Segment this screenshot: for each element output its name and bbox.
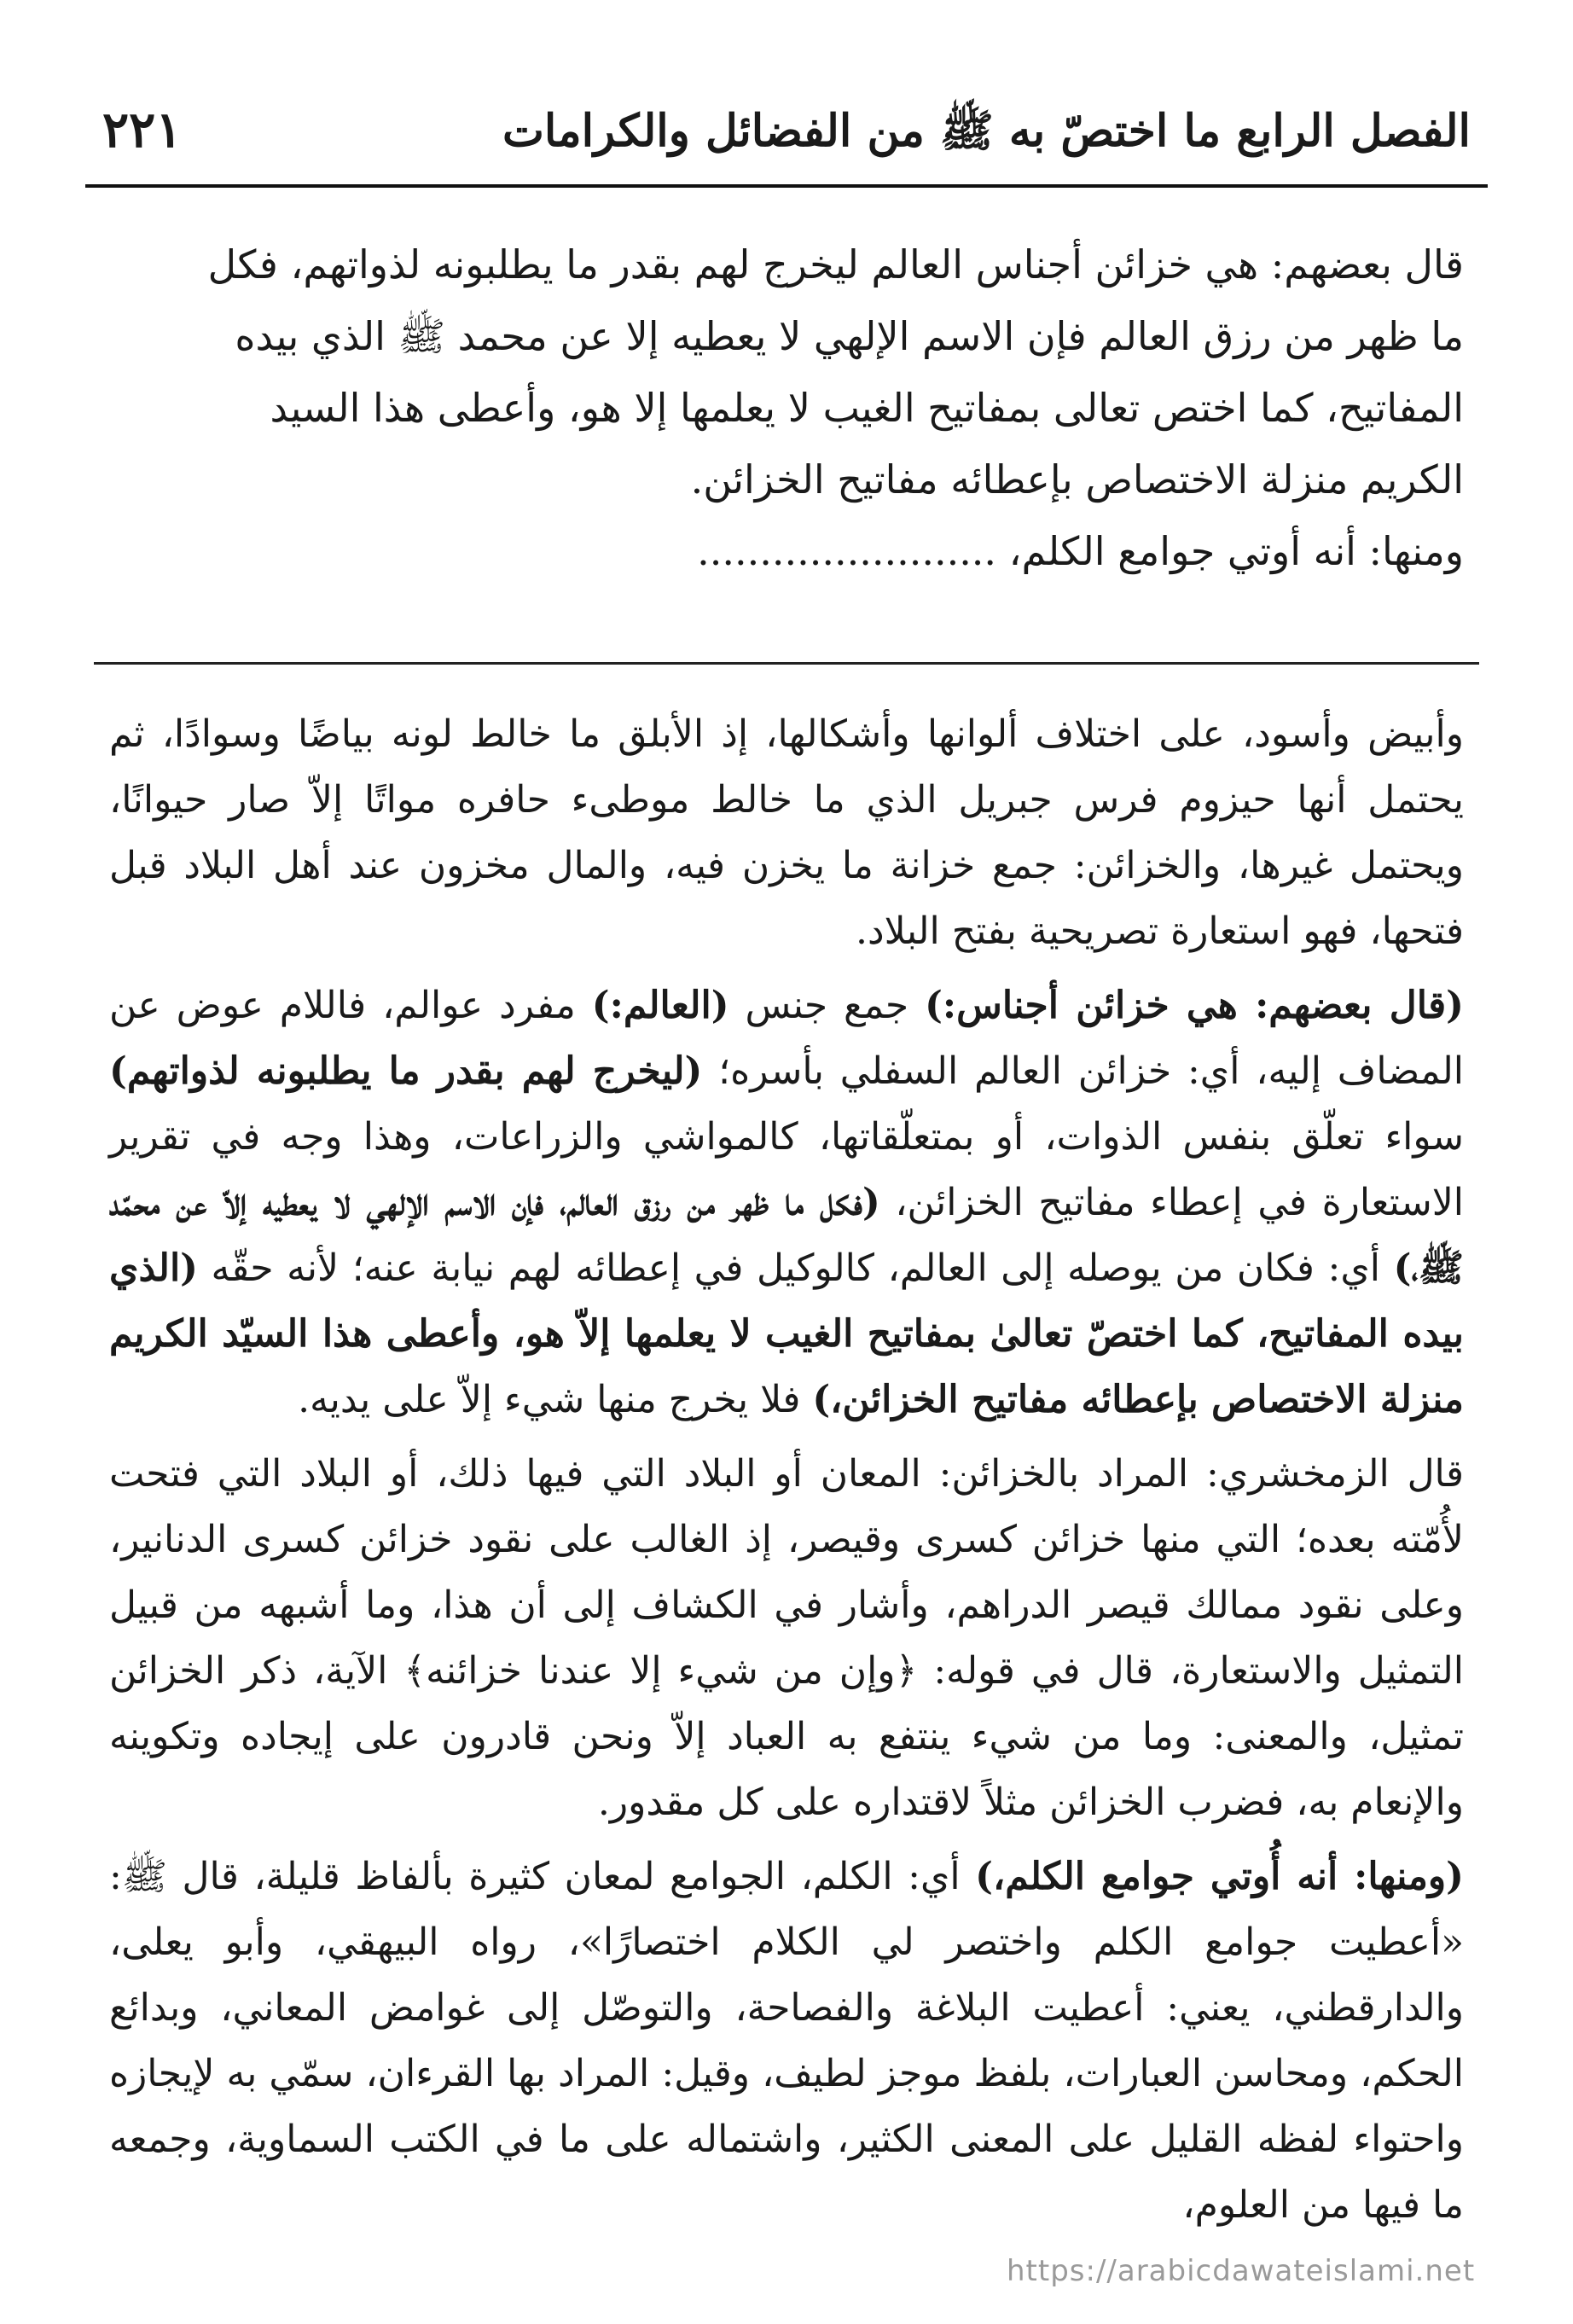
quoted-matn: (الذي بيده المفاتيح، كما اختصّ تعالىٰ بمفاتيح الغيب لا يعلمها إلاّ هو، وأعطى هذا السيّد الكريم منزلة الاختصاص بإعطائه مفاتيح الخزائن،) xyxy=(109,1246,1464,1421)
quoted-matn: (العالم:) xyxy=(591,984,729,1027)
quoted-matn: (قال بعضهم: هي خزائن أجناس:) xyxy=(925,984,1465,1027)
commentary-span: أي: فكان من يوصله إلى العالم، كالوكيل في إعطائه لهم نيابة عنه؛ لأنه حقّه xyxy=(197,1246,1394,1290)
commentary-span: جمع جنس xyxy=(728,984,926,1027)
quoted-matn: (فكل ما ظهر من رزق العالم، فإن الاسم الإلهي لا يعطيه إلاّ عن محمّد ﷺ،) xyxy=(109,1181,1464,1290)
page-number: ٢٢١ xyxy=(102,101,183,159)
matn-line: المفاتيح، كما اختص تعالى بمفاتيح الغيب لا يعلمها إلا هو، وأعطى هذا السيد xyxy=(270,385,1464,431)
quoted-matn: (ليخرج لهم بقدر ما يطلبونه لذواتهم) xyxy=(109,1049,703,1093)
matn-line: الكريم منزلة الاختصاص بإعطائه مفاتيح الخزائن. xyxy=(690,456,1464,503)
commentary-paragraph xyxy=(109,1844,1464,2238)
matn-continuation-line: ومنها: أنه أوتي جوامع الكلم، ........................ xyxy=(697,528,1464,574)
chapter-title: الفصل الرابع ما اختصّ به ﷺ من الفضائل والكرامات xyxy=(502,105,1471,157)
section-divider xyxy=(94,662,1479,665)
page-header xyxy=(85,92,1488,188)
commentary-span: مفرد عوالم، فاللام عوض عن المضاف إليه، أي: خزائن العالم السفلي بأسره؛ xyxy=(109,984,1464,1093)
matn-text xyxy=(109,229,1464,587)
commentary-paragraph: قال الزمخشري: المراد بالخزائن: المعان أو البلاد التي فيها ذلك، أو البلاد التي فتحت لأُمّته بعده؛ التي منها خزائن كسرى وقيصر، إذ الغالب على نقود خزائن كسرى الدنانير، وعلى نقود ممالك قيصر الدراهم، وأشار في الكشاف إلى أن هذا، وما أشبهه من قبيل التمثيل والاستعارة، قال في قوله: ﴿وإن من شيء إلا عندنا خزائنه﴾ الآية، ذكر الخزائن تمثيل، والمعنى: وما من شيء ينتفع به العباد إلاّ ونحن قادرون على إيجاده وتكوينه والإنعام به، فضرب الخزائن مثلاً لاقتداره على كل مقدور. xyxy=(109,1452,1464,1824)
commentary-paragraph: وأبيض وأسود، على اختلاف ألوانها وأشكالها، إذ الأبلق ما خالط لونه بياضًا وسوادًا، ثم يحتمل أنها حيزوم فرس جبريل الذي ما خالط موطىء حافره مواتًا إلاّ صار حيوانًا، ويحتمل غيرها، والخزائن: جمع خزانة ما يخزن فيه، والمال مخزون عند أهل البلاد قبل فتحها، فهو استعارة تصريحية بفتح البلاد. xyxy=(109,712,1464,953)
commentary-span: سواء تعلّق بنفس الذوات، أو بمتعلّقاتها، كالمواشي والزراعات، وهذا وجه في تقرير الاستعارة في إعطاء مفاتيح الخزائن، xyxy=(109,1115,1465,1224)
commentary-span: فلا يخرج منها شيء إلاّ على يديه. xyxy=(298,1378,813,1421)
commentary-span: أي: الكلم، الجوامع لمعان كثيرة بألفاظ قليلة، قال ﷺ: «أعطيت جوامع الكلم واختصر لي الكلام اختصارًا»، رواه البيهقي، وأبو يعلى، والدارقطني، يعني: أعطيت البلاغة والفصاحة، والتوصّل إلى غوامض المعاني، وبدائع الحكم، ومحاسن العبارات، بلفظ موجز لطيف، وقيل: المراد بها القرءان، سمّي به لإيجازه واحتواء لفظه القليل على المعنى الكثير، واشتماله على ما في الكتب السماوية، وجمعه ما فيها من العلوم، xyxy=(109,1855,1464,2227)
quoted-matn: (ومنها: أنه أُوتي جوامع الكلم،) xyxy=(975,1855,1464,1898)
commentary-text xyxy=(109,701,1464,2246)
matn-line: ما ظهر من رزق العالم فإن الاسم الإلهي لا يعطيه إلا عن محمد ﷺ الذي بيده xyxy=(235,313,1464,359)
watermark-url: https://arabicdawateislami.net xyxy=(1007,2254,1476,2288)
commentary-paragraph xyxy=(109,973,1464,1432)
matn-line: قال بعضهم: هي خزائن أجناس العالم ليخرج لهم بقدر ما يطلبونه لذواتهم، فكل xyxy=(207,241,1464,288)
